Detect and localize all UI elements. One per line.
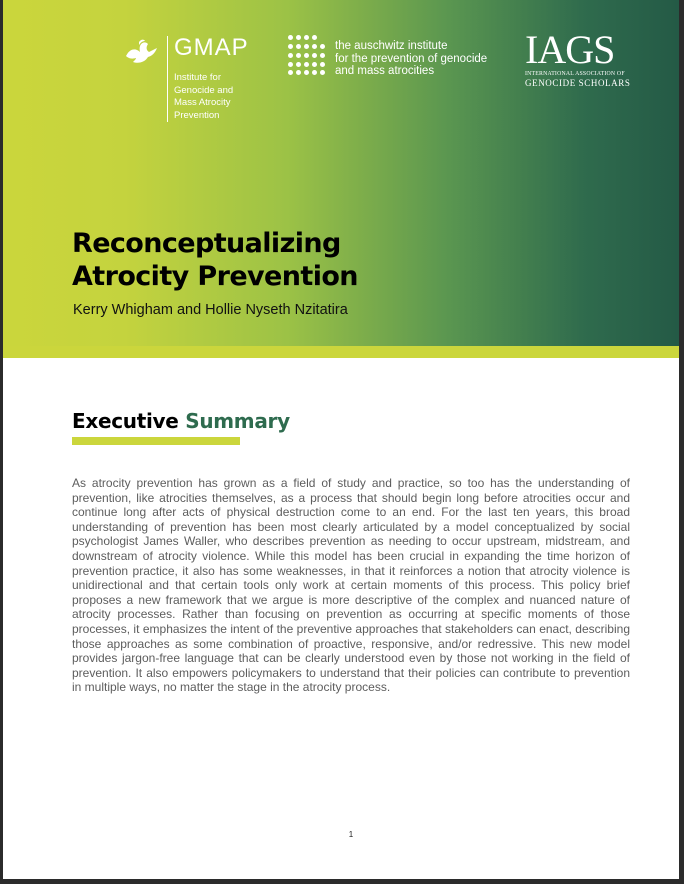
logo-divider [167, 36, 168, 122]
authors: Kerry Whigham and Hollie Nyseth Nzitatira [73, 302, 348, 318]
gmap-subtitle-line: Mass Atrocity [174, 97, 231, 108]
dot-grid-icon [286, 34, 328, 76]
gmap-subtitle-line: Prevention [174, 109, 220, 121]
gmap-subtitle [174, 72, 264, 122]
heading-word-executive: Executive [72, 409, 179, 433]
aipg-line: for the prevention of genocide [335, 52, 488, 65]
heading-underline-bar [72, 437, 240, 445]
cover-header [3, 0, 679, 346]
gmap-subtitle-line: Institute for [174, 72, 221, 83]
gmap-subtitle-line: Genocide and [174, 84, 234, 96]
title-line: Reconceptualizing [72, 228, 341, 259]
header-accent-band [3, 346, 679, 358]
document-page [3, 0, 679, 879]
title-line: Atrocity Prevention [72, 261, 358, 292]
auschwitz-institute-logo [286, 34, 516, 78]
iags-logo [522, 27, 642, 90]
aipg-line: and mass atrocities [335, 65, 435, 77]
iags-line-1: INTERNATIONAL ASSOCIATION OF [525, 71, 625, 77]
iags-line-2: GENOCIDE SCHOLARS [525, 78, 631, 88]
section-heading [72, 409, 290, 433]
gmap-logo [124, 36, 274, 126]
auschwitz-institute-name [335, 40, 525, 78]
iags-mark: IAGS [525, 27, 615, 72]
summary-paragraph: As atrocity prevention has grown as a field of study and practice, so too has the understanding of prevention, like atrocities themselves, as a process that should begin long before atrocities occur and continue long after acts of physical destruction come to an end. For the last ten years, this broad understanding of prevention has been most clearly articulated by a model conceptualized by social psychologist James Waller, who describes prevention as needing to occur upstream, midstream, and downstream of atrocity violence. While this model has been crucial in expanding the time horizon of prevention practice, it also has some weaknesses, in that it reinforces a notion that atrocity violence is unidirectional and that certain tools only work at certain moments of this process. This policy brief proposes a new framework that we argue is more descriptive of the complex and nuanced nature of atrocity processes. Rather than focusing on prevention as occurring at specific moments of those processes, it emphasizes the intent of the preventive approaches that stakeholders can enact, describing those approaches as some combination of proactive, responsive, and/or redressive. This new model provides jargon-free language that can be clearly understood even by those not working in the field of prevention. It also empowers policymakers to understand that their policies can contribute to prevention in multiple ways, no matter the stage in the atrocity process. [72, 476, 630, 695]
gmap-name: GMAP [174, 34, 249, 61]
document-title [72, 227, 358, 293]
heading-word-summary: Summary [185, 409, 290, 433]
page-number: 1 [348, 830, 354, 839]
aipg-line: the auschwitz institute [335, 40, 448, 52]
dove-hand-icon [124, 38, 162, 68]
